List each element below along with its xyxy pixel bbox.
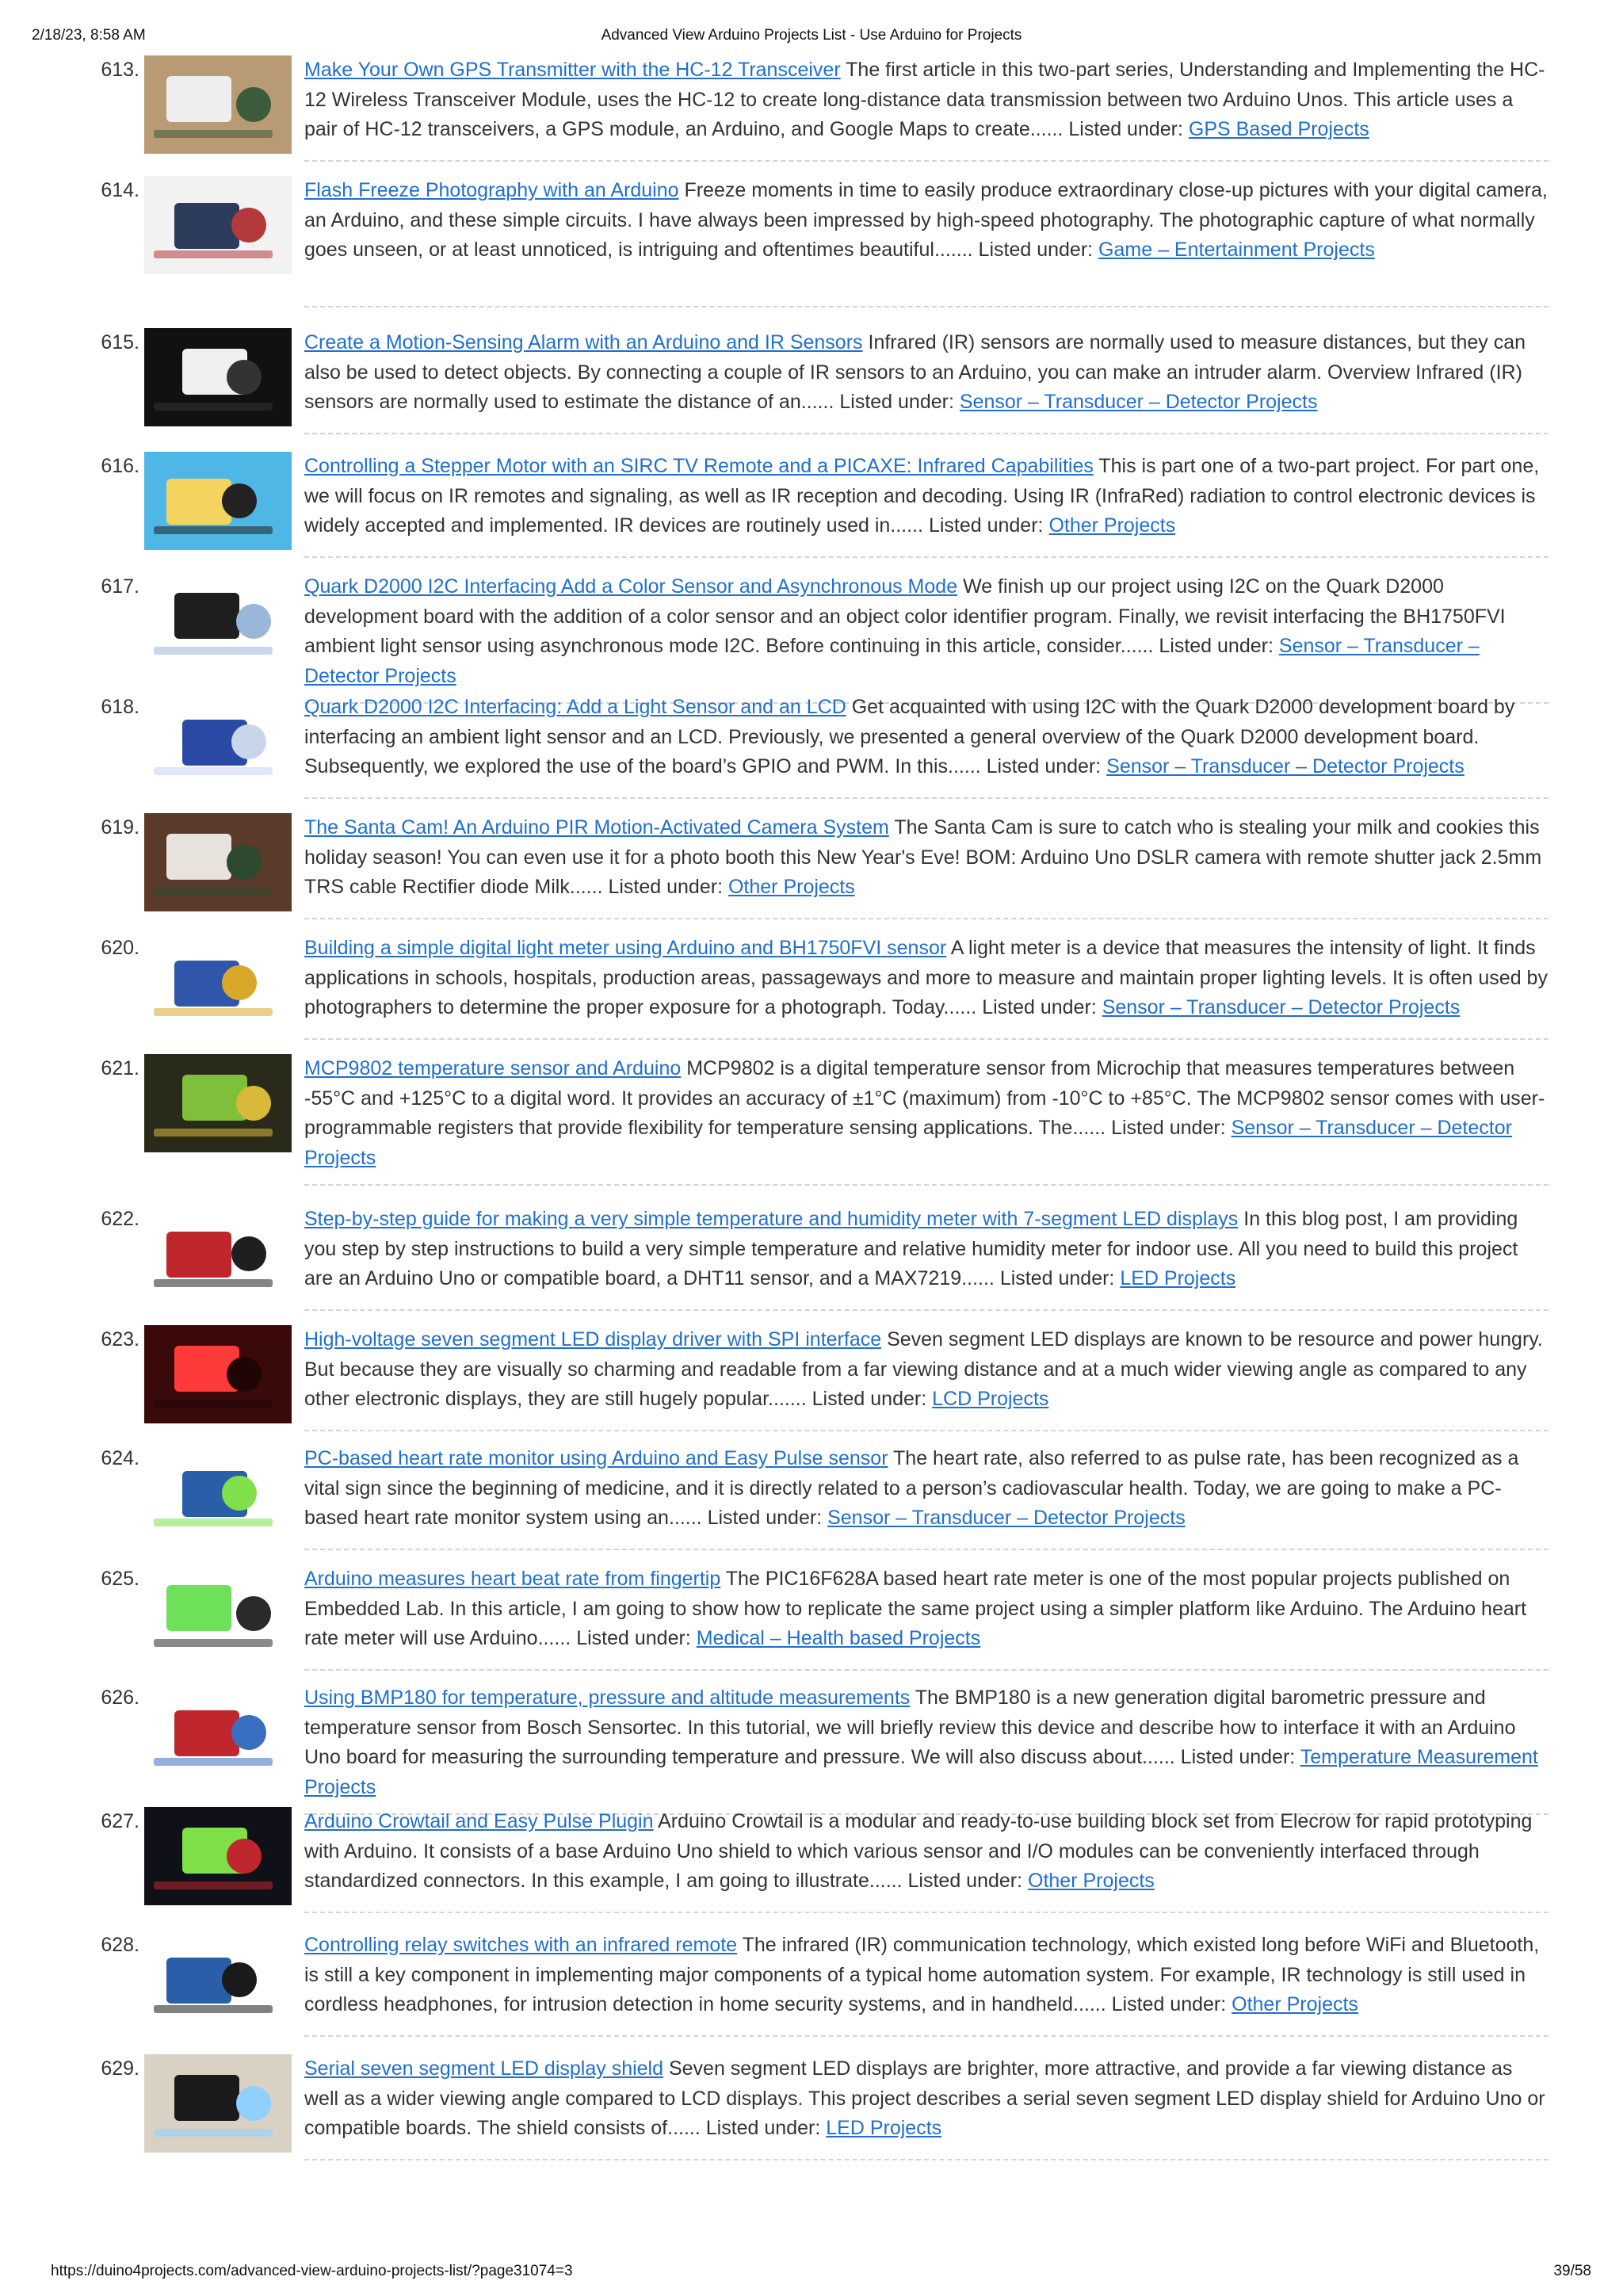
item-separator (304, 1038, 1549, 1040)
item-number: 613. (101, 59, 139, 81)
project-description: Seven segment LED displays are brighter, more attractive, and provide a far viewing distance as well as a wider viewing angle compared to LCD displays. This project describes a serial seven segment LED display shield for Arduino Uno or compatible boards. The shield consists of...... (304, 2057, 1545, 2140)
item-number: 627. (101, 1810, 139, 1832)
item-number: 619. (101, 816, 139, 839)
item-number: 616. (101, 455, 139, 477)
project-title-link[interactable]: Quark D2000 I2C Interfacing: Add a Light Sensor and an LCD (304, 696, 846, 718)
thumbnail-image (144, 1054, 292, 1152)
listed-under-label: Listed under: (928, 514, 1044, 537)
thumbnail-image (144, 934, 292, 1032)
project-title-link[interactable]: Arduino measures heart beat rate from fingertip (304, 1568, 721, 1590)
item-number: 624. (101, 1447, 139, 1469)
item-number: 623. (101, 1328, 139, 1350)
listed-under-label: Listed under: (978, 239, 1094, 262)
category-link[interactable]: LCD Projects (932, 1388, 1049, 1411)
project-title-link[interactable]: MCP9802 temperature sensor and Arduino (304, 1057, 682, 1079)
project-thumbnail[interactable] (144, 813, 292, 911)
project-thumbnail[interactable] (144, 2054, 292, 2153)
thumbnail-image (144, 1564, 292, 1663)
listed-under-label: Listed under: (907, 1870, 1023, 1893)
item-number: 625. (101, 1568, 139, 1590)
listed-under-label: Listed under: (812, 1388, 927, 1411)
project-description: The PIC16F628A based heart rate meter is one of the most popular projects published on Embedded Lab. In this article, I am going to show how to replicate the same project using a simpler platform like Arduino. The Arduino heart rate meter will use Arduino...... (304, 1568, 1527, 1650)
thumbnail-image (144, 1807, 292, 1905)
project-title-link[interactable]: Controlling relay switches with an infrared remote (304, 1934, 738, 1956)
thumbnail-image (144, 55, 292, 154)
item-number: 629. (101, 2057, 139, 2080)
item-separator (304, 918, 1549, 919)
project-title-link[interactable]: Controlling a Stepper Motor with an SIRC TV Remote and a PICAXE: Infrared Capabilities (304, 455, 1094, 477)
project-title-link[interactable]: Arduino Crowtail and Easy Pulse Plugin (304, 1810, 654, 1832)
page-number: 39/58 (1553, 2263, 1591, 2279)
item-separator (304, 2159, 1549, 2160)
thumbnail-image (144, 813, 292, 911)
thumbnail-image (144, 572, 292, 670)
item-separator (304, 1669, 1549, 1671)
project-thumbnail[interactable] (144, 934, 292, 1032)
item-number: 617. (101, 575, 139, 598)
category-link[interactable]: GPS Based Projects (1188, 118, 1369, 141)
project-description: The infrared (IR) communication technology, which existed long before WiFi and Bluetooth, is still a key component in implementing major components of a typical home automation system. For example, IR technology is still used in cordless headphones, for intrusion detection in home security systems, and in handheld...... (304, 1934, 1540, 2016)
item-number: 614. (101, 179, 139, 201)
category-link[interactable]: LED Projects (1120, 1267, 1236, 1290)
project-summary (304, 176, 1549, 266)
category-link[interactable]: Other Projects (727, 876, 855, 899)
listed-under-label: Listed under: (1111, 1117, 1226, 1140)
listed-under-label: Listed under: (1111, 1993, 1227, 2016)
item-separator (304, 797, 1549, 799)
print-date: 2/18/23, 8:58 AM (32, 27, 146, 44)
listed-under-label: Listed under: (576, 1627, 691, 1650)
item-separator (304, 1549, 1549, 1550)
project-summary (304, 693, 1549, 782)
project-summary (304, 1807, 1549, 1897)
thumbnail-image (144, 1444, 292, 1542)
project-description: This is part one of a two-part project. For part one, we will focus on IR remotes and signaling, as well as IR reception and decoding. Using IR (InfraRed) radiation to control electronic devices is widely accepted and implemented. IR devices are routinely used in...... (304, 455, 1540, 537)
project-title-link[interactable]: Flash Freeze Photography with an Arduino (304, 179, 679, 201)
project-summary (304, 1325, 1549, 1415)
listed-under-label: Listed under: (1068, 118, 1183, 141)
project-description: We finish up our project using I2C on the Quark D2000 development board with the addition of a color sensor and an object color identifier program. Finally, we revisit interfacing the BH1750FVI ambient light sensor using asynchronous mode I2C. Before continuing in this article, consider...... (304, 575, 1506, 658)
project-title-link[interactable]: Building a simple digital light meter using Arduino and BH1750FVI sensor (304, 937, 947, 959)
project-description: The BMP180 is a new generation digital barometric pressure and temperature sensor from Bosch Sensortec. In this tutorial, we will briefly review this device and describe how to interface it with an Arduino Uno board for measuring the surrounding temperature and pressure. We will also discuss about...... (304, 1687, 1516, 1769)
item-number: 626. (101, 1687, 139, 1709)
project-summary (304, 1054, 1549, 1173)
category-link[interactable]: Other Projects (1048, 514, 1176, 537)
item-separator (304, 556, 1549, 558)
project-thumbnail[interactable] (144, 176, 292, 274)
listed-under-label: Listed under: (707, 1507, 823, 1530)
category-link[interactable]: Sensor – Transducer – Detector Projects (1102, 996, 1461, 1019)
thumbnail-image (144, 1931, 292, 2029)
item-number: 628. (101, 1934, 139, 1956)
item-separator (304, 433, 1549, 434)
listed-under-label: Listed under: (705, 2117, 821, 2140)
project-summary (304, 813, 1549, 903)
item-separator (304, 1184, 1549, 1186)
project-title-link[interactable]: Step-by-step guide for making a very simple temperature and humidity meter with 7-segment LED displays (304, 1208, 1239, 1230)
item-separator (304, 1430, 1549, 1431)
project-description: A light meter is a device that measures the intensity of light. It finds applications in schools, hospitals, production areas, passageways and more to measure and maintain proper lighting levels. It is often used by photographers to determine the proper exposure for a photograph. Today...... (304, 937, 1548, 1019)
item-number: 620. (101, 937, 139, 959)
project-summary (304, 1444, 1549, 1534)
print-footer (0, 2263, 1623, 2286)
project-summary (304, 55, 1549, 145)
category-link[interactable]: LED Projects (826, 2117, 942, 2140)
item-separator (304, 160, 1549, 162)
project-summary (304, 572, 1549, 691)
category-link[interactable]: Other Projects (1028, 1870, 1155, 1893)
item-separator (304, 2035, 1549, 2037)
project-summary (304, 2054, 1549, 2144)
category-link[interactable]: Sensor – Transducer – Detector Projects (827, 1507, 1186, 1530)
category-link[interactable]: Game – Entertainment Projects (1098, 239, 1375, 262)
project-thumbnail[interactable] (144, 1564, 292, 1663)
project-title-link[interactable]: Make Your Own GPS Transmitter with the HC-12 Transceiver (304, 59, 841, 81)
thumbnail-image (144, 1325, 292, 1423)
category-link[interactable]: Sensor – Transducer – Detector Projects (1106, 755, 1465, 778)
project-description: MCP9802 is a digital temperature sensor from Microchip that measures temperatures between -55°C and +125°C to a digital word. It provides an accuracy of ±1°C (maximum) from -10°C to +85°C. The MCP9802 sensor comes with user-programmable registers that provide flexibility for temperature sensing applications. The...... (304, 1057, 1545, 1140)
project-description: The heart rate, also referred to as pulse rate, has been recognized as a vital sign since the beginning of medicine, and it is directly related to a person’s cadiovascular health. Today, we are going to make a PC-based heart rate monitor system using an...... (304, 1447, 1519, 1530)
item-separator (304, 1309, 1549, 1311)
project-title-link[interactable]: Using BMP180 for temperature, pressure and altitude measurements (304, 1687, 911, 1709)
thumbnail-image (144, 1205, 292, 1303)
listed-under-label: Listed under: (1159, 635, 1274, 658)
project-thumbnail[interactable] (144, 1054, 292, 1152)
category-link[interactable]: Medical – Health based Projects (696, 1627, 981, 1650)
project-description: The first article in this two-part series, Understanding and Implementing the HC-12 Wireless Transceiver Module, uses the HC-12 to create long-distance data transmission between two Arduino Unos. This article uses a pair of HC-12 transceivers, a GPS module, an Arduino, and Google Maps to create...... (304, 59, 1545, 141)
category-link[interactable]: Other Projects (1232, 1993, 1358, 2016)
thumbnail-image (144, 2054, 292, 2153)
project-thumbnail[interactable] (144, 693, 292, 791)
item-separator (304, 1912, 1549, 1913)
project-thumbnail[interactable] (144, 328, 292, 426)
print-title: Advanced View Arduino Projects List - Use Arduino for Projects (601, 27, 1022, 44)
project-thumbnail[interactable] (144, 1444, 292, 1542)
project-description: Freeze moments in time to easily produce extraordinary close-up pictures with your digital camera, an Arduino, and these simple circuits. I have always been impressed by high-speed photography. The photographic capture of what normally goes unseen, or at least unnoticed, is intriguing and oftentimes beautiful....... (304, 179, 1548, 262)
project-title-link[interactable]: High-voltage seven segment LED display driver with SPI interface (304, 1328, 882, 1350)
category-link[interactable]: Temperature Measurement Projects (304, 1746, 1538, 1798)
print-url: https://duino4projects.com/advanced-view-arduino-projects-list/?page31074=3 (51, 2263, 573, 2279)
project-thumbnail[interactable] (144, 1683, 292, 1782)
listed-under-label: Listed under: (608, 876, 724, 899)
project-description: Arduino Crowtail is a modular and ready-to-use building block set from Elecrow for rapid prototyping with Arduino. It consists of a base Arduino Uno shield to which various sensor and I/O modules can be conveniently interfaced through standardized connectors. In this example, I am going to illustrate...... (304, 1810, 1533, 1893)
listed-under-label: Listed under: (986, 755, 1102, 778)
listed-under-label: Listed under: (1180, 1746, 1296, 1769)
item-number: 615. (101, 331, 139, 353)
category-link[interactable]: Sensor – Transducer – Detector Projects (304, 1117, 1512, 1169)
project-description: Get acquainted with using I2C with the Quark D2000 development board by interfacing an ambient light sensor and an LCD. Previously, we presented a general overview of the Quark D2000 development board. Subsequently, we explored the use of the board’s GPIO and PWM. In this...... (304, 696, 1515, 778)
project-title-link[interactable]: Quark D2000 I2C Interfacing Add a Color Sensor and Asynchronous Mode (304, 575, 958, 598)
project-thumbnail[interactable] (144, 1807, 292, 1905)
item-number: 622. (101, 1208, 139, 1230)
item-number: 618. (101, 696, 139, 718)
project-description: In this blog post, I am providing you step by step instructions to build a very simple temperature and relative humidity meter for indoor use. All you need to build this project are an Arduino Uno or compatible board, a DHT11 sensor, and a MAX7219...... (304, 1208, 1518, 1290)
project-thumbnail[interactable] (144, 1931, 292, 2029)
project-title-link[interactable]: PC-based heart rate monitor using Arduino and Easy Pulse sensor (304, 1447, 888, 1469)
thumbnail-image (144, 1683, 292, 1782)
project-summary (304, 1205, 1549, 1294)
thumbnail-image (144, 452, 292, 550)
project-description: Seven segment LED displays are known to be resource and power hungry. But because they are visually so charming and readable from a far viewing distance and at a much wider viewing angle as compared to any other electronic displays, they are still hugely popular....... (304, 1328, 1543, 1411)
print-header (0, 27, 1623, 51)
project-thumbnail[interactable] (144, 1205, 292, 1303)
project-thumbnail[interactable] (144, 452, 292, 550)
thumbnail-image (144, 176, 292, 274)
project-summary (304, 934, 1549, 1023)
project-description: The Santa Cam is sure to catch who is stealing your milk and cookies this holiday season! You can even use it for a photo booth this New Year's Eve! BOM: Arduino Uno DSLR camera with remote shutter jack 2.5mm TRS cable Rectifier diode Milk...... (304, 816, 1542, 899)
category-link[interactable]: Sensor – Transducer – Detector Projects (304, 635, 1480, 687)
project-summary (304, 1683, 1549, 1802)
project-summary (304, 452, 1549, 541)
project-thumbnail[interactable] (144, 1325, 292, 1423)
listed-under-label: Listed under: (839, 391, 954, 414)
listed-under-label: Listed under: (999, 1267, 1115, 1290)
project-title-link[interactable]: Serial seven segment LED display shield (304, 2057, 664, 2080)
project-summary (304, 1564, 1549, 1654)
project-title-link[interactable]: Create a Motion-Sensing Alarm with an Arduino and IR Sensors (304, 331, 863, 353)
item-number: 621. (101, 1057, 139, 1079)
listed-under-label: Listed under: (982, 996, 1097, 1019)
project-thumbnail[interactable] (144, 55, 292, 154)
thumbnail-image (144, 328, 292, 426)
project-title-link[interactable]: The Santa Cam! An Arduino PIR Motion-Activated Camera System (304, 816, 889, 839)
project-summary (304, 1931, 1549, 2020)
thumbnail-image (144, 693, 292, 791)
project-description: Infrared (IR) sensors are normally used to measure distances, but they can also be used to detect objects. By connecting a couple of IR sensors to an Arduino, you can make an intruder alarm. Overview Infrared (IR) sensors are normally used to estimate the distance of an...... (304, 331, 1526, 414)
project-summary (304, 328, 1549, 418)
item-separator (304, 306, 1549, 308)
category-link[interactable]: Sensor – Transducer – Detector Projects (959, 391, 1318, 414)
project-thumbnail[interactable] (144, 572, 292, 670)
